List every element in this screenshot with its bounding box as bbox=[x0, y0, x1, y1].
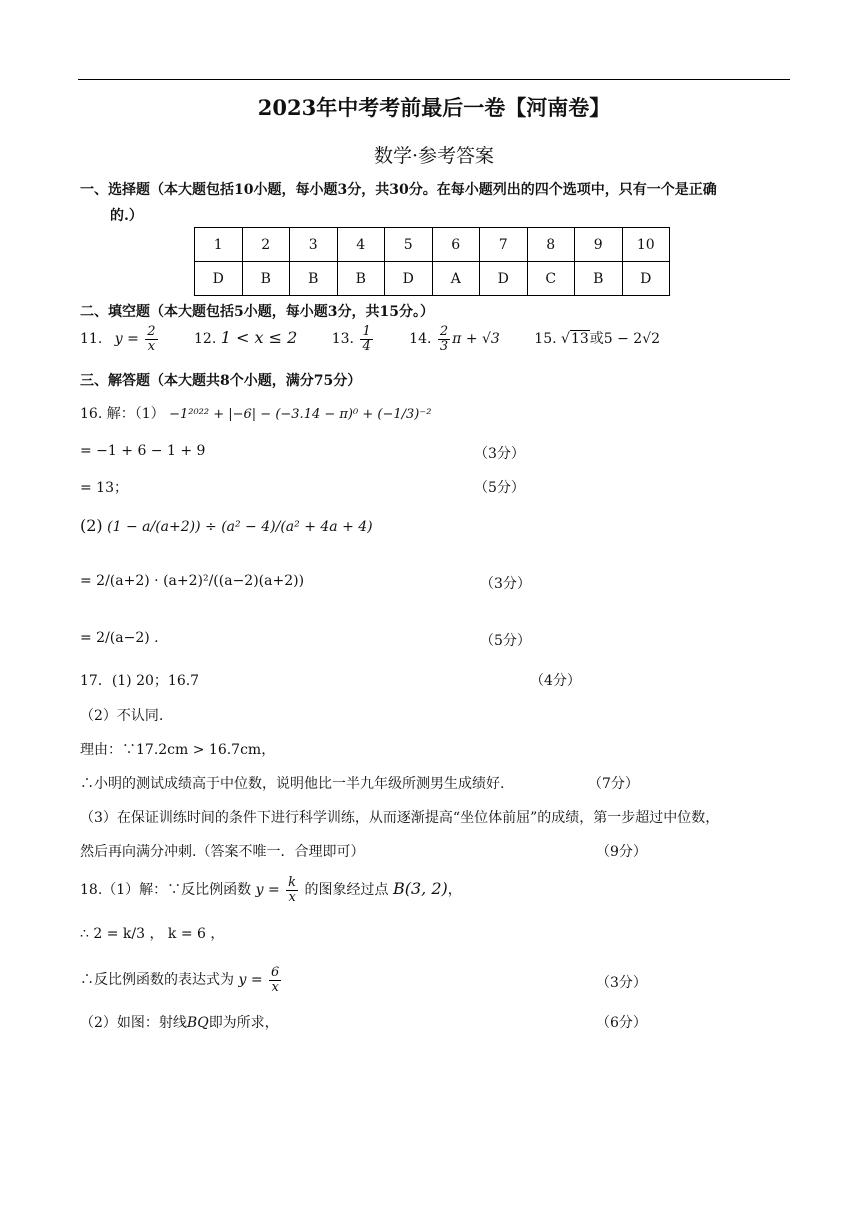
q17-conclusion: ∴小明的测试成绩高于中位数，说明他比一半九年级所测男生成绩好. bbox=[80, 776, 505, 792]
q17-reason: 理由：∵17.2cm > 16.7cm， bbox=[80, 742, 276, 758]
q17-part2: （2）不认同. bbox=[80, 708, 164, 724]
table-cell: 6 bbox=[432, 228, 480, 262]
table-cell: C bbox=[527, 262, 575, 296]
q16b-step1-score: （3分） bbox=[480, 576, 531, 592]
table-cell: 4 bbox=[337, 228, 385, 262]
header-rule bbox=[78, 79, 790, 80]
q18-conclusion-text: ∴反比例函数的表达式为 bbox=[80, 972, 234, 989]
page-title: 2023年中考考前最后一卷【河南卷】 bbox=[257, 95, 611, 120]
q12-answer: 1 < x ≤ 2 bbox=[220, 328, 298, 348]
q14-fraction: $\frac{2}{3}$ bbox=[439, 324, 449, 354]
q18-conclusion-score: （3分） bbox=[596, 975, 647, 991]
q16-step1: = −1 + 6 − 1 + 9 bbox=[80, 443, 206, 459]
table-cell: 3 bbox=[290, 228, 338, 262]
table-cell: 9 bbox=[575, 228, 623, 262]
q18-6-over-x: $\frac{6}{x}$ bbox=[271, 965, 280, 995]
q18-part2 bbox=[80, 1012, 279, 1032]
q17-part1: 17．(1) 20；16.7 bbox=[80, 673, 200, 689]
q18-ray: BQ bbox=[186, 1015, 209, 1031]
q18-conclusion: ∴反比例函数的表达式为 y = $\frac{6}{x}$ bbox=[80, 965, 280, 995]
q16-step2-score: （5分） bbox=[474, 480, 525, 496]
table-cell: 10 bbox=[622, 228, 670, 262]
q18-part1-text2: 的图象经过点 bbox=[304, 882, 389, 899]
q18-point: B(3, 2) bbox=[392, 879, 448, 899]
answer-table bbox=[194, 227, 670, 296]
q14-rest: π + √3 bbox=[452, 331, 500, 348]
q17-part1-score: （4分） bbox=[530, 673, 581, 689]
q18-part2-end: 即为所求， bbox=[208, 1015, 279, 1031]
q18-part1: 18.（1）解：∵反比例函数 y = $\frac{k}{x}$ 的图象经过点 B(3, 2)， bbox=[80, 875, 462, 905]
section3-heading: 三、解答题（本大题共8个小题，满分75分） bbox=[80, 373, 362, 389]
q16-expression: −1²⁰²² + |−6| − (−3.14 − π)⁰ + (−1/3)⁻² bbox=[169, 407, 432, 422]
page-subtitle: 数学·参考答案 bbox=[373, 145, 495, 167]
q16b-step1: = 2/(a+2) · (a+2)²/((a−2)(a+2)) bbox=[80, 573, 305, 589]
table-cell: B bbox=[290, 262, 338, 296]
q18-part2-text: （2）如图：射线 bbox=[80, 1015, 187, 1031]
q16-step2: = 13； bbox=[80, 480, 128, 496]
q17-part3: （3）在保证训练时间的条件下进行科学训练，从而逐渐提高“坐位体前屈”的成绩，第一步超过中位数， bbox=[80, 810, 720, 826]
q17-part3-cont: 然后再向满分冲刺.（答案不唯一．合理即可） bbox=[80, 844, 365, 860]
fill-answers: 11. y = $\frac{2}{x}$ 12. 1 < x ≤ 2 13. $\frac{1}{4}$ 14. $\frac{2}{3}$ π + √3 15. √13或5 − 2√2 bbox=[80, 324, 661, 354]
q13-fraction: $\frac{1}{4}$ bbox=[362, 324, 371, 354]
table-cell: D bbox=[195, 262, 243, 296]
table-cell: 1 bbox=[195, 228, 243, 262]
answer-table-answers bbox=[195, 262, 670, 296]
q16b-step2-score: （5分） bbox=[480, 633, 531, 649]
q11-lhs: y = bbox=[114, 331, 139, 348]
q16-head: 16. 解：（1） bbox=[80, 406, 165, 422]
table-cell: 7 bbox=[480, 228, 528, 262]
table-cell: B bbox=[337, 262, 385, 296]
q12-number: 12. bbox=[194, 331, 217, 348]
table-cell: 2 bbox=[242, 228, 290, 262]
q15-number: 15. bbox=[534, 331, 557, 348]
table-cell: D bbox=[385, 262, 433, 296]
section2-heading: 二、填空题（本大题包括5小题，每小题3分，共15分。） bbox=[80, 304, 434, 320]
q18-k-over-x: $\frac{k}{x}$ bbox=[288, 875, 297, 905]
section1-heading: 一、选择题（本大题包括10小题，每小题3分，共30分。在每小题列出的四个选项中，只有一个是正确 bbox=[80, 182, 717, 198]
q18-part2-score: （6分） bbox=[596, 1015, 647, 1031]
q17-part3-score: （9分） bbox=[596, 844, 647, 860]
table-cell: B bbox=[575, 262, 623, 296]
q18-step: ∴ 2 = k/3 ， k = 6 ， bbox=[80, 926, 225, 942]
q16b-step2: = 2/(a−2) . bbox=[80, 630, 159, 646]
table-cell: D bbox=[480, 262, 528, 296]
q17-conclusion-score: （7分） bbox=[588, 776, 639, 792]
q16-step1-score: （3分） bbox=[474, 446, 525, 462]
q16b-line bbox=[80, 516, 373, 535]
q16b-expression: (1 − a/(a+2)) ÷ (a² − 4)/(a² + 4a + 4) bbox=[107, 519, 373, 535]
table-cell: A bbox=[432, 262, 480, 296]
section1-heading-cont: 的.） bbox=[110, 208, 143, 224]
q14-number: 14. bbox=[409, 331, 432, 348]
table-cell: B bbox=[242, 262, 290, 296]
q15-answer-a: 13 bbox=[570, 331, 589, 348]
table-cell: 5 bbox=[385, 228, 433, 262]
q16-line bbox=[80, 403, 431, 423]
q15-answer-b: 5 − 2√2 bbox=[603, 331, 661, 348]
table-cell: D bbox=[622, 262, 670, 296]
q11-fraction: $\frac{2}{x}$ bbox=[147, 324, 156, 354]
q15-or: 或 bbox=[589, 331, 604, 348]
q18-part1-text: 18.（1）解：∵反比例函数 bbox=[80, 882, 252, 899]
q13-number: 13. bbox=[331, 331, 354, 348]
q11-number: 11. bbox=[80, 331, 103, 348]
table-cell: 8 bbox=[527, 228, 575, 262]
answer-table-numbers bbox=[195, 228, 670, 262]
q16b-label: (2) bbox=[80, 516, 103, 535]
